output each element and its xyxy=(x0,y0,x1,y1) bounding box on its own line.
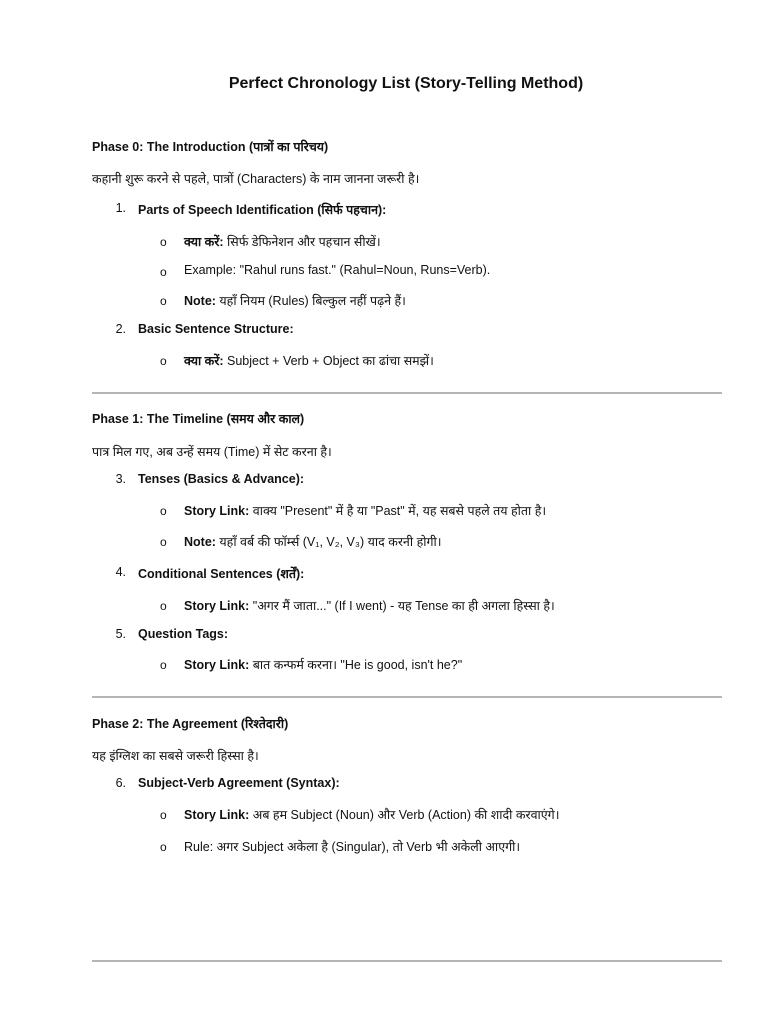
bullet-bold: Story Link: xyxy=(184,658,250,672)
bullet-item xyxy=(184,656,462,673)
bullet-text: अब हम Subject (Noun) और Verb (Action) की शादी करवाएंगे। xyxy=(249,808,560,822)
bullet-text: Rule: अगर Subject अकेला है (Singular), तो Verb भी अकेली आएगी। xyxy=(184,840,521,854)
list-item-label: Subject-Verb Agreement (Syntax): xyxy=(138,776,340,790)
bullet-item xyxy=(184,263,490,277)
phase-2-intro: यह इंग्लिश का सबसे जरूरी हिस्सा है। xyxy=(92,749,259,763)
phase-1-intro: पात्र मिल गए, अब उन्हें समय (Time) में सेट करना है। xyxy=(92,445,332,459)
bullet-item xyxy=(184,838,520,855)
bullet-item xyxy=(184,292,406,309)
bullet-item xyxy=(184,352,434,369)
list-number: 1. xyxy=(115,201,126,215)
section-divider xyxy=(92,696,722,698)
bullet-item xyxy=(184,233,381,250)
section-divider xyxy=(92,392,722,394)
bullet-marker: o xyxy=(160,354,167,368)
bullet-text: सिर्फ डेफिनेशन और पहचान सीखें। xyxy=(223,235,381,249)
bullet-marker: o xyxy=(160,504,167,518)
bullet-item xyxy=(184,597,555,614)
bullet-text: Subject + Verb + Object का ढांचा समझें। xyxy=(223,354,434,368)
bullet-bold: क्या करें: xyxy=(184,354,224,368)
bullet-marker: o xyxy=(160,294,167,308)
list-number: 3. xyxy=(115,472,126,486)
bullet-bold: Story Link: xyxy=(184,599,250,613)
list-item-label: Conditional Sentences (शर्तें): xyxy=(138,567,305,581)
bullet-text: यहाँ नियम (Rules) बिल्कुल नहीं पढ़ने हैं। xyxy=(215,294,406,308)
bullet-bold: Story Link: xyxy=(184,808,250,822)
bullet-bold: क्या करें: xyxy=(184,235,224,249)
list-item-label: Basic Sentence Structure: xyxy=(138,322,294,336)
bullet-text: वाक्य "Present" में है या "Past" में, यह सबसे पहले तय होता है। xyxy=(249,504,547,518)
bullet-bold: Note: xyxy=(184,535,216,549)
bullet-text: "अगर मैं जाता..." (If I went) - यह Tense का ही अगला हिस्सा है। xyxy=(249,599,555,613)
section-divider xyxy=(92,960,722,962)
phase-0-heading: Phase 0: The Introduction (पात्रों का परिचय) xyxy=(92,140,329,154)
bullet-marker: o xyxy=(160,808,167,822)
bullet-marker: o xyxy=(160,658,167,672)
document-title: Perfect Chronology List (Story-Telling Method) xyxy=(228,75,584,92)
phase-2-heading: Phase 2: The Agreement (रिश्तेदारी) xyxy=(92,717,289,731)
list-number: 2. xyxy=(115,322,126,336)
bullet-bold: Note: xyxy=(184,294,216,308)
phase-1-heading: Phase 1: The Timeline (समय और काल) xyxy=(92,412,305,426)
bullet-marker: o xyxy=(160,235,167,249)
bullet-marker: o xyxy=(160,265,167,279)
list-number: 6. xyxy=(115,776,126,790)
list-number: 5. xyxy=(115,627,126,641)
bullet-item xyxy=(184,533,441,550)
bullet-bold: Story Link: xyxy=(184,504,250,518)
bullet-text: बात कन्फर्म करना। "He is good, isn't he?" xyxy=(249,658,463,672)
bullet-marker: o xyxy=(160,599,167,613)
bullet-text: यहाँ वर्ब की फॉर्म्स (V₁, V₂, V₃) याद करनी होगी। xyxy=(215,535,442,549)
bullet-item xyxy=(184,806,559,823)
bullet-item xyxy=(184,502,546,519)
list-item-label: Parts of Speech Identification (सिर्फ पहचान): xyxy=(138,203,387,217)
list-item-label: Tenses (Basics & Advance): xyxy=(138,472,305,486)
list-number: 4. xyxy=(115,565,126,579)
bullet-marker: o xyxy=(160,840,167,854)
bullet-marker: o xyxy=(160,535,167,549)
list-item-label: Question Tags: xyxy=(138,627,229,641)
phase-0-intro: कहानी शुरू करने से पहले, पात्रों (Characters) के नाम जानना जरूरी है। xyxy=(92,172,420,186)
bullet-text: Example: "Rahul runs fast." (Rahul=Noun, Runs=Verb). xyxy=(184,263,491,277)
